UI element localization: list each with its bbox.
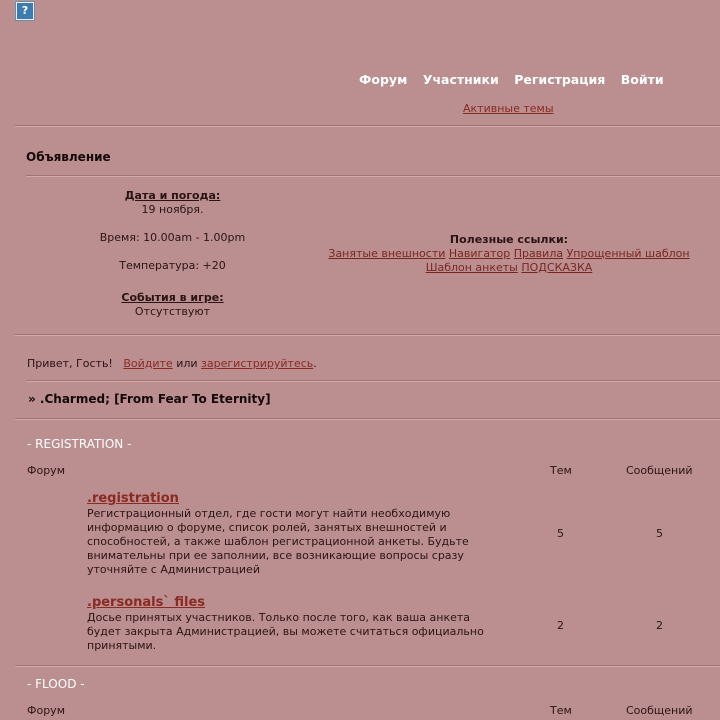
forum-topics-count: 5 xyxy=(557,527,564,540)
greeting-or: или xyxy=(176,357,198,370)
guest-greeting xyxy=(27,357,317,370)
forum-description: Регистрационный отдел, где гости могут найти необходимую информацию о форуме, список ролей, занятых внешностей и способностей, а также шаблон регистрационной анкеты. Будьте внимательны при ее заполнии, все возникающие вопросы сразу уточняйте с Администрацией xyxy=(87,507,469,576)
divider xyxy=(15,125,720,127)
category-title: - FLOOD - xyxy=(27,677,85,691)
forum-link[interactable]: .registration xyxy=(87,491,179,506)
category-title: - REGISTRATION - xyxy=(27,437,132,451)
events-value: Отсутствуют xyxy=(134,305,211,318)
link-navigator[interactable]: Навигатор xyxy=(448,247,511,260)
col-posts: Сообщений xyxy=(626,464,693,477)
main-nav xyxy=(359,72,676,87)
events-label: События в игре: xyxy=(121,291,224,304)
nav-login[interactable]: Войти xyxy=(620,72,664,87)
active-topics-link[interactable]: Активные темы xyxy=(463,102,554,115)
announcement-info xyxy=(90,189,255,319)
forum-description: Досье принятых участников. Только после того, как ваша анкета будет закрыта Администрацией, вы можете считаться официально принятыми. xyxy=(87,611,484,652)
help-icon[interactable]: ? xyxy=(16,2,34,20)
col-topics: Тем xyxy=(550,464,572,477)
link-profile-template[interactable]: Шаблон анкеты xyxy=(425,261,518,274)
greeting-suffix: . xyxy=(313,357,317,370)
link-taken-faces[interactable]: Занятые внешности xyxy=(328,247,446,260)
forum-topics-count: 2 xyxy=(557,619,564,632)
date-value: 19 ноября. xyxy=(141,203,204,216)
useful-links-title: Полезные ссылки: xyxy=(449,233,569,246)
divider xyxy=(15,418,720,420)
link-hint[interactable]: ПОДСКАЗКА xyxy=(521,261,593,274)
col-posts: Сообщений xyxy=(626,704,693,717)
nav-members[interactable]: Участники xyxy=(422,72,499,87)
register-link[interactable]: зарегистрируйтесь xyxy=(201,357,314,370)
col-topics: Тем xyxy=(550,704,572,717)
link-rules[interactable]: Правила xyxy=(513,247,564,260)
login-link[interactable]: Войдите xyxy=(123,357,173,370)
col-forum: Форум xyxy=(27,464,65,477)
greeting-prefix: Привет, Гость! xyxy=(27,357,113,370)
forum-posts-count: 5 xyxy=(656,527,663,540)
forum-posts-count: 2 xyxy=(656,619,663,632)
useful-links xyxy=(320,233,698,275)
nav-forum[interactable]: Форум xyxy=(359,72,408,87)
link-simple-template[interactable]: Упрощенный шаблон xyxy=(566,247,690,260)
temperature-text: Температура: +20 xyxy=(119,259,226,272)
divider xyxy=(15,665,720,667)
divider xyxy=(15,334,720,336)
nav-register[interactable]: Регистрация xyxy=(514,72,606,87)
divider xyxy=(26,380,720,382)
board-title: » .Charmed; [From Fear To Eternity] xyxy=(28,392,271,406)
time-text: Время: 10.00am - 1.00pm xyxy=(99,231,246,244)
date-label: Дата и погода: xyxy=(124,189,221,202)
divider xyxy=(26,175,720,177)
announcement-title: Объявление xyxy=(26,150,111,164)
forum-link[interactable]: .personals` files xyxy=(87,595,206,610)
col-forum: Форум xyxy=(27,704,65,717)
